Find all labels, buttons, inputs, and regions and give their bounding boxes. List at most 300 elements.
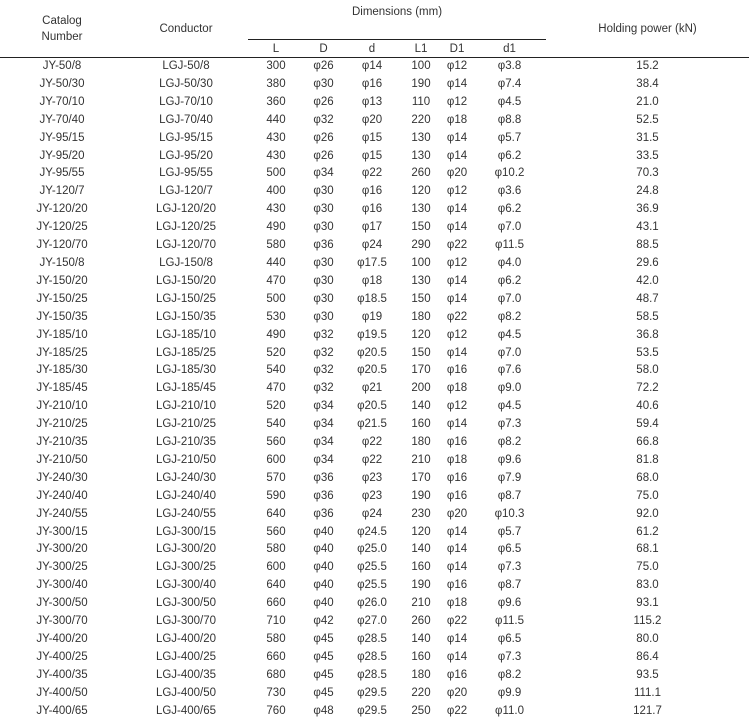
table-row [0,434,749,452]
catalog-number-cell: JY-210/35 [36,436,88,449]
D1-cell: φ12 [446,185,468,198]
L-cell: 560 [266,525,286,538]
L-cell: 540 [266,364,286,377]
d1-cell: φ4.5 [497,95,522,108]
d1-cell: φ3.6 [497,185,522,198]
D-cell: φ32 [313,346,334,359]
conductor-header: Conductor [124,0,248,58]
d-cell: φ28.5 [357,650,387,663]
holding-power-header: Holding power (kN) [546,0,749,58]
holding-power-cell: 75.0 [636,561,659,574]
conductor-cell: LGJ-185/25 [155,346,217,359]
conductor-cell: LGJ-400/20 [155,633,217,645]
conductor-cell: LGJ-150/25 [155,292,217,305]
d1-cell: φ7.4 [497,77,522,90]
d-cell: φ18 [361,274,383,287]
L-cell: 710 [266,615,286,628]
conductor-cell: LGJ-70/40 [159,113,213,126]
conductor-cell: LGJ-400/35 [155,668,217,681]
D1-cell: φ14 [446,77,468,90]
conductor-cell: LGJ-95/20 [159,149,213,162]
holding-power-cell: 93.5 [636,668,659,681]
L-cell: 300 [266,60,286,72]
table-row [0,667,749,685]
d-cell: φ28.5 [357,633,387,645]
catalog-number-cell: JY-210/25 [36,418,88,431]
D1-cell: φ20 [446,167,468,180]
holding-power-cell: 68.1 [636,543,659,556]
d-cell: φ13 [361,95,383,108]
holding-power-cell: 40.6 [636,400,659,413]
conductor-cell: LGJ-120/20 [155,203,217,216]
L1-cell: 140 [411,400,431,413]
table-row [0,201,749,219]
L-cell: 730 [266,686,286,699]
conductor-cell: LGJ-120/25 [155,221,217,234]
L1-cell: 220 [411,113,431,126]
table-row [0,273,749,291]
d1-cell: φ8.7 [497,579,522,592]
table-row [0,255,749,273]
D-cell: φ30 [313,310,334,323]
D1-cell: φ18 [446,453,468,466]
table-row [0,452,749,470]
D-cell: φ48 [313,704,334,717]
conductor-cell: LGJ-300/70 [155,615,217,628]
holding-power-cell: 121.7 [633,704,662,717]
D1-cell: φ14 [446,149,468,162]
d-cell: φ23 [361,489,383,502]
D-cell: φ32 [313,113,334,126]
table-row [0,541,749,559]
dimensions-header-label: Dimensions (mm) [351,6,443,18]
conductor-cell: LGJ-120/7 [159,185,213,198]
D1-cell: φ18 [446,382,468,395]
L-cell: 500 [266,292,286,305]
D1-cell: φ22 [446,615,468,628]
holding-power-cell: 75.0 [636,489,659,502]
D1-cell: φ22 [446,704,468,717]
holding-power-cell: 58.0 [636,364,659,377]
holding-power-cell: 15.2 [636,60,659,72]
L-cell: 540 [266,418,286,431]
table-row [0,362,749,380]
catalog-number-cell: JY-240/30 [36,471,88,484]
table-row [0,237,749,255]
L1-cell: 260 [411,167,431,180]
d1-cell: φ7.3 [497,650,522,663]
table-row [0,219,749,237]
L-cell: 470 [266,274,286,287]
d-cell: φ25.5 [357,579,387,592]
holding-power-cell: 36.9 [636,203,659,216]
L-cell: 490 [266,328,286,341]
table-row [0,595,749,613]
d1-cell: φ3.8 [497,60,522,72]
d-cell: φ24.5 [357,525,387,538]
holding-power-cell: 31.5 [636,131,659,144]
col-header-d1: d1 [473,40,546,58]
d-cell: φ21.5 [357,418,387,431]
catalog-number-cell: JY-300/15 [36,525,88,538]
D-cell: φ45 [313,650,334,663]
d-cell: φ21 [361,382,383,395]
d-cell: φ18.5 [357,292,387,305]
D1-cell: φ14 [446,633,468,645]
L1-cell: 190 [411,579,431,592]
d-cell: φ20 [361,113,383,126]
d1-cell: φ7.0 [497,292,522,305]
D-cell: φ30 [313,221,334,234]
table-row [0,165,749,183]
conductor-cell: LGJ-300/40 [155,579,217,592]
L-cell: 440 [266,256,286,269]
D1-cell: φ14 [446,346,468,359]
table-row [0,94,749,112]
L1-cell: 140 [411,633,431,645]
D1-cell: φ22 [446,310,468,323]
d1-cell: φ6.2 [497,149,522,162]
L-cell: 580 [266,543,286,556]
catalog-number-cell: JY-185/25 [36,346,88,359]
table-row [0,703,749,721]
D1-cell: φ14 [446,543,468,556]
table-body [0,58,749,721]
d1-cell: φ8.8 [497,113,522,126]
table-row [0,470,749,488]
L1-cell: 150 [411,221,431,234]
catalog-number-cell: JY-150/35 [36,310,88,323]
d-cell: φ17.5 [357,256,387,269]
d1-cell: φ6.2 [497,274,522,287]
d-cell: φ28.5 [357,668,387,681]
conductor-cell: LGJ-120/70 [155,239,217,252]
D1-cell: φ14 [446,418,468,431]
d-cell: φ24 [361,239,383,252]
table-row [0,631,749,649]
conductor-cell: LGJ-210/10 [155,400,217,413]
d1-cell: φ9.6 [497,453,522,466]
D1-cell: φ12 [446,60,468,72]
d1-cell: φ4.5 [497,400,522,413]
conductor-cell: LGJ-210/25 [155,418,217,431]
table-row [0,327,749,345]
table-row [0,398,749,416]
D-cell: φ36 [313,507,334,520]
L1-cell: 130 [411,274,431,287]
d-cell: φ20.5 [357,346,387,359]
D-cell: φ40 [313,525,334,538]
conductor-cell: LGJ-400/65 [155,704,217,717]
conductor-cell: LGJ-240/55 [155,507,217,520]
D1-cell: φ12 [446,256,468,269]
col-header-L: L [248,40,304,58]
conductor-cell: LGJ-240/30 [155,471,217,484]
D1-cell: φ14 [446,221,468,234]
table-row [0,291,749,309]
conductor-cell: LGJ-185/30 [155,364,217,377]
d-cell: φ23 [361,471,383,484]
d-cell: φ19.5 [357,328,387,341]
table-row [0,76,749,94]
holding-power-cell: 115.2 [633,615,662,628]
d-cell: φ29.5 [357,686,387,699]
L1-cell: 120 [411,328,431,341]
holding-power-cell: 52.5 [636,113,659,126]
holding-power-cell: 66.8 [636,436,659,449]
D1-cell: φ14 [446,650,468,663]
L-cell: 380 [266,77,286,90]
table-row [0,649,749,667]
holding-power-cell: 21.0 [636,95,659,108]
d-cell: φ16 [361,77,383,90]
holding-power-cell: 61.2 [636,525,659,538]
catalog-number-cell: JY-70/10 [39,95,85,108]
D-cell: φ45 [313,633,334,645]
table-row [0,559,749,577]
D-cell: φ32 [313,382,334,395]
D-cell: φ30 [313,292,334,305]
catalog-number-cell: JY-120/25 [36,221,88,234]
D-cell: φ40 [313,579,334,592]
D-cell: φ32 [313,364,334,377]
d1-cell: φ7.9 [497,471,522,484]
D-cell: φ45 [313,686,334,699]
catalog-number-cell: JY-240/40 [36,489,88,502]
L1-cell: 100 [411,60,431,72]
d1-cell: φ10.3 [494,507,525,520]
L1-cell: 130 [411,203,431,216]
L1-cell: 150 [411,346,431,359]
catalog-header-line2: Number [41,30,83,43]
d1-cell: φ8.2 [497,668,522,681]
d-cell: φ15 [361,131,383,144]
table-row [0,148,749,166]
conductor-cell: LGJ-400/25 [155,650,217,663]
D1-cell: φ14 [446,274,468,287]
L1-cell: 190 [411,77,431,90]
D1-cell: φ16 [446,489,468,502]
D1-cell: φ14 [446,203,468,216]
L1-cell: 200 [411,382,431,395]
d1-cell: φ7.3 [497,418,522,431]
D-cell: φ36 [313,471,334,484]
L1-cell: 180 [411,310,431,323]
L1-cell: 250 [411,704,431,717]
D1-cell: φ16 [446,436,468,449]
D-cell: φ34 [313,453,334,466]
L-cell: 400 [266,185,286,198]
table-row [0,506,749,524]
conductor-cell: LGJ-300/15 [155,525,217,538]
d1-cell: φ11.5 [495,615,524,628]
catalog-number-cell: JY-185/45 [36,382,88,395]
D-cell: φ36 [313,239,334,252]
table-row [0,577,749,595]
catalog-number-cell: JY-120/20 [36,203,88,216]
holding-power-cell: 53.5 [636,346,659,359]
d-cell: φ16 [361,185,383,198]
conductor-cell: LGJ-185/45 [155,382,217,395]
catalog-number-cell: JY-240/55 [36,507,88,520]
d1-cell: φ7.0 [497,221,522,234]
D-cell: φ34 [313,436,334,449]
catalog-number-cell: JY-400/65 [36,704,88,717]
L-cell: 590 [266,489,286,502]
D1-cell: φ22 [446,239,468,252]
d1-cell: φ9.6 [497,597,522,610]
holding-power-cell: 33.5 [636,149,659,162]
D1-cell: φ16 [446,471,468,484]
conductor-cell: LGJ-150/20 [155,274,217,287]
catalog-number-cell: JY-95/15 [39,131,85,144]
d1-cell: φ5.7 [497,131,522,144]
L1-cell: 100 [411,256,431,269]
d1-cell: φ8.2 [497,310,522,323]
D1-cell: φ14 [446,561,468,574]
holding-power-cell: 29.6 [636,256,659,269]
catalog-number-cell: JY-70/40 [39,113,85,126]
catalog-number-cell: JY-300/25 [36,561,88,574]
d1-cell: φ7.0 [497,346,522,359]
catalog-number-cell: JY-400/25 [36,650,88,663]
D-cell: φ32 [313,328,334,341]
L1-cell: 160 [411,561,431,574]
table-row [0,58,749,76]
L1-cell: 130 [411,149,431,162]
D-cell: φ34 [313,418,334,431]
d1-cell: φ10.2 [494,167,525,180]
L-cell: 470 [266,382,286,395]
L-cell: 660 [266,597,286,610]
D-cell: φ34 [313,400,334,413]
D-cell: φ30 [313,256,334,269]
conductor-cell: LGJ-210/35 [155,436,217,449]
L1-cell: 150 [411,292,431,305]
L1-cell: 210 [411,597,431,610]
table-row [0,488,749,506]
L-cell: 580 [266,633,286,645]
L1-cell: 120 [411,185,431,198]
catalog-number-cell: JY-95/55 [39,167,85,180]
D-cell: φ30 [313,203,334,216]
catalog-number-cell: JY-185/10 [36,328,88,341]
L1-cell: 160 [411,650,431,663]
d-cell: φ24 [361,507,383,520]
catalog-number-cell: JY-400/20 [36,633,88,645]
catalog-number-cell: JY-150/8 [39,256,85,269]
D1-cell: φ16 [446,668,468,681]
D-cell: φ40 [313,561,334,574]
table-row [0,112,749,130]
catalog-number-cell: JY-120/70 [36,239,88,252]
L1-cell: 180 [411,436,431,449]
D-cell: φ34 [313,167,334,180]
holding-power-cell: 88.5 [636,239,659,252]
L-cell: 640 [266,507,286,520]
conductor-cell: LGJ-50/8 [162,60,210,72]
L-cell: 520 [266,346,286,359]
L-cell: 600 [266,561,286,574]
L-cell: 640 [266,579,286,592]
conductor-cell: LGJ-400/50 [155,686,217,699]
catalog-number-header [0,0,124,58]
catalog-number-cell: JY-300/40 [36,579,88,592]
holding-power-cell: 80.0 [636,633,659,645]
d1-cell: φ7.6 [497,364,522,377]
D-cell: φ45 [313,668,334,681]
L1-cell: 140 [411,543,431,556]
D-cell: φ30 [313,77,334,90]
D1-cell: φ14 [446,525,468,538]
d-cell: φ20.5 [357,364,387,377]
catalog-number-cell: JY-150/25 [36,292,88,305]
holding-power-cell: 92.0 [636,507,659,520]
d1-cell: φ11.0 [495,704,524,717]
L-cell: 490 [266,221,286,234]
L-cell: 570 [266,471,286,484]
holding-power-cell: 86.4 [636,650,659,663]
d-cell: φ25.0 [357,543,387,556]
L1-cell: 170 [411,364,431,377]
D1-cell: φ18 [446,113,468,126]
catalog-number-cell: JY-300/20 [36,543,88,556]
catalog-number-cell: JY-400/35 [36,668,88,681]
catalog-number-cell: JY-300/70 [36,615,88,628]
catalog-number-cell: JY-120/7 [39,185,85,198]
table-row [0,345,749,363]
d1-cell: φ4.0 [497,256,522,269]
catalog-number-cell: JY-150/20 [36,274,88,287]
dimensions-header [248,0,546,40]
d1-cell: φ9.0 [497,382,522,395]
holding-power-cell: 81.8 [636,453,659,466]
table-row [0,183,749,201]
conductor-cell: LGJ-70/10 [159,95,213,108]
L1-cell: 260 [411,615,431,628]
d-cell: φ27.0 [357,615,387,628]
catalog-number-cell: JY-400/50 [36,686,88,699]
d-cell: φ29.5 [357,704,387,717]
col-header-L1: L1 [401,40,441,58]
L-cell: 430 [266,203,286,216]
d1-cell: φ8.2 [497,436,522,449]
d1-cell: φ6.5 [497,633,522,645]
d1-cell: φ11.5 [495,239,524,252]
L-cell: 520 [266,400,286,413]
d-cell: φ22 [361,436,383,449]
d1-cell: φ8.7 [497,489,522,502]
L-cell: 560 [266,436,286,449]
L-cell: 360 [266,95,286,108]
d1-cell: φ4.5 [497,328,522,341]
D-cell: φ40 [313,543,334,556]
table-row [0,130,749,148]
holding-power-cell: 68.0 [636,471,659,484]
catalog-number-cell: JY-50/8 [42,60,82,72]
catalog-number-cell: JY-50/30 [39,77,85,90]
d-cell: φ15 [361,149,383,162]
d-cell: φ26.0 [357,597,387,610]
D-cell: φ36 [313,489,334,502]
d-cell: φ17 [361,221,383,234]
L1-cell: 120 [411,525,431,538]
D1-cell: φ14 [446,292,468,305]
L1-cell: 110 [411,95,431,108]
L-cell: 430 [266,131,286,144]
L1-cell: 170 [411,471,431,484]
d1-cell: φ6.5 [497,543,522,556]
